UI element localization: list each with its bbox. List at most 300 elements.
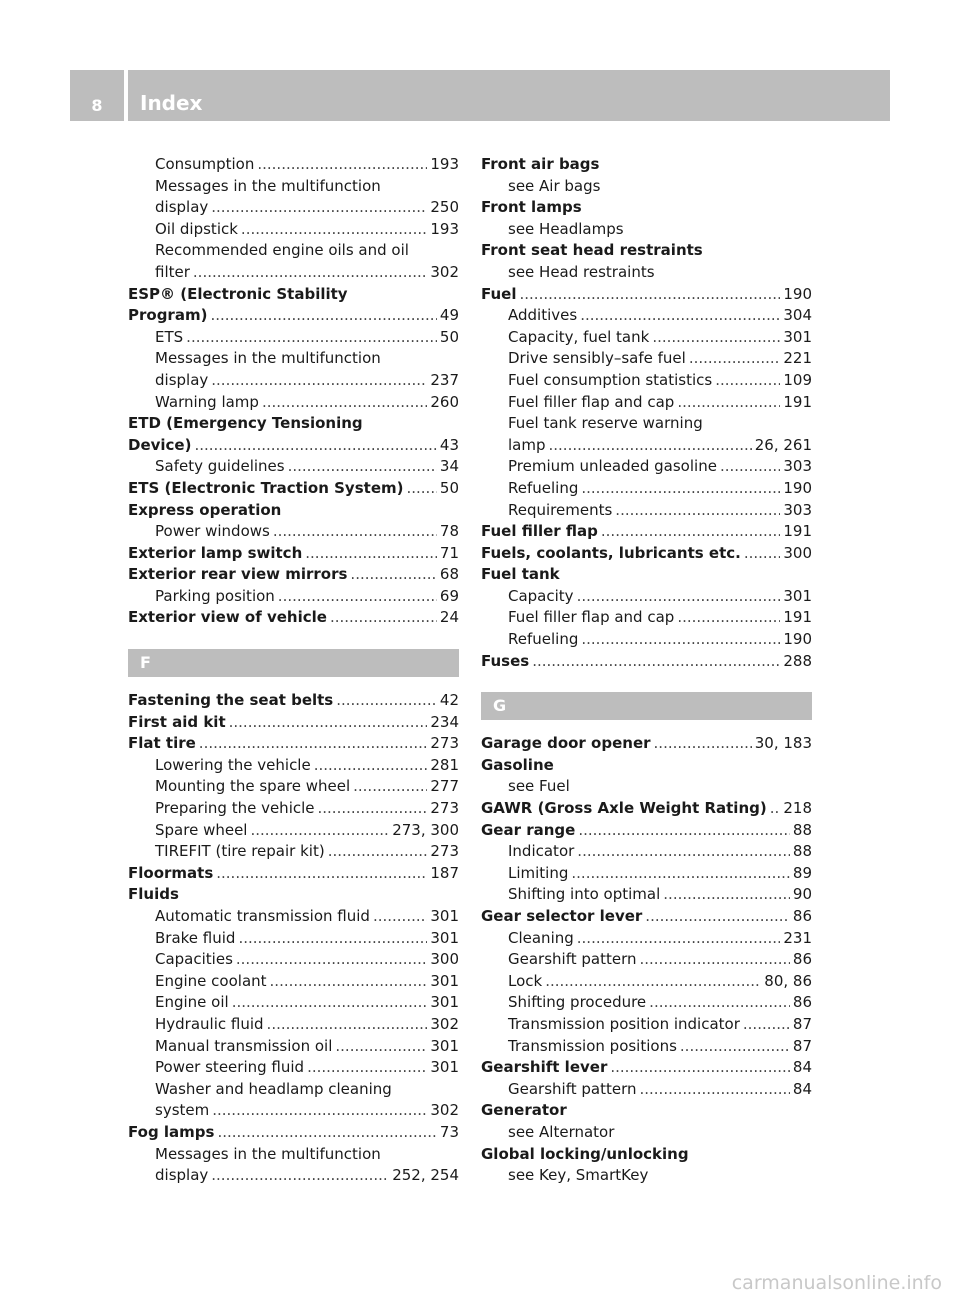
entry-text: Engine oil [155,993,229,1012]
entry-text: Oil dipstick [155,219,238,238]
page-ref[interactable]: 301 [430,928,459,947]
dot-leader [615,500,780,522]
index-subentry [128,586,459,608]
index-subentry [128,798,459,820]
index-entry [481,154,812,176]
page-ref[interactable]: 302 [430,1014,459,1033]
entry-text: Refueling [508,630,579,649]
entry-text: Fuel consumption statistics [508,370,713,389]
entry-text: Preparing the vehicle [155,799,315,818]
entry-text: Front seat head restraints [481,241,703,260]
dot-leader [210,305,436,327]
dot-leader [652,327,780,349]
index-subentry [128,348,459,370]
dot-leader [645,906,790,928]
dot-leader [577,928,781,950]
entry-text: display [155,370,209,389]
page-ref[interactable]: 88 [792,842,812,861]
page-ref[interactable]: 301 [430,1058,459,1077]
dot-leader [216,863,427,885]
page-ref[interactable]: 191 [783,392,812,411]
entry-text: Hydraulic fluid [155,1014,264,1033]
page-ref[interactable]: 237 [430,370,459,389]
index-entry [481,240,812,262]
index-subentry [481,413,812,435]
entry-text: Safety guidelines [155,457,285,476]
dot-leader [270,971,428,993]
entry-text: Messages in the multifunction [155,349,381,368]
dot-leader [250,820,389,842]
index-column-right [481,154,812,1187]
entry-text: GAWR (Gross Axle Weight Rating) [481,799,767,818]
index-subentry [481,863,812,885]
index-subentry [128,755,459,777]
entry-text: Additives [508,306,578,325]
page-ref[interactable]: 68 [439,565,459,584]
entry-text: Cleaning [508,928,574,947]
index-entry [481,820,812,842]
entry-text: Device) [128,435,192,454]
entry-text: Fog lamps [128,1122,215,1141]
page-ref[interactable]: 301 [430,1036,459,1055]
index-entry [481,284,812,306]
index-entry [481,1144,812,1166]
dot-leader [580,305,780,327]
dot-leader [186,327,437,349]
index-entry [128,607,459,629]
dot-leader [257,154,427,176]
index-subentry [128,197,459,219]
page-ref[interactable]: 277 [430,777,459,796]
page-ref[interactable]: 193 [430,155,459,173]
index-subentry [481,949,812,971]
entry-text: Floormats [128,863,214,882]
entry-text: Fuel tank [481,565,560,584]
dot-leader [744,543,781,565]
page-ref[interactable]: 273 [430,842,459,861]
dot-leader [770,798,781,820]
entry-text: Exterior lamp switch [128,543,303,562]
index-subentry [481,305,812,327]
entry-text: Generator [481,1101,567,1120]
index-subentry [128,992,459,1014]
entry-text: Washer and headlamp cleaning [155,1079,392,1098]
index-subentry [128,841,459,863]
dot-leader [211,370,427,392]
page-ref[interactable]: 89 [792,863,812,882]
entry-text: Gearshift pattern [508,950,637,969]
entry-text: Capacity [508,586,574,605]
page-ref[interactable]: 300 [783,543,812,562]
dot-leader [577,586,781,608]
page-ref[interactable]: 303 [783,500,812,519]
index-entry [128,1122,459,1144]
index-entry [481,651,812,673]
dot-leader [520,284,781,306]
index-entry [128,413,459,435]
entry-text: ETS (Electronic Traction System) [128,478,404,497]
index-subentry [128,1079,459,1101]
entry-text: Capacities [155,950,233,969]
entry-text: Fuels, coolants, lubricants etc. [481,543,741,562]
index-subentry [481,262,812,284]
dot-leader [278,586,437,608]
entry-text: Manual transmission oil [155,1036,333,1055]
dot-leader [212,1100,427,1122]
index-entry [128,543,459,565]
page-ref[interactable]: 187 [430,863,459,882]
entry-text: Fuel tank reserve warning [508,414,703,433]
index-entry [128,564,459,586]
entry-text: Power steering fluid [155,1058,305,1077]
entry-text: Fuel filler flap [481,522,598,541]
dot-leader [680,1036,790,1058]
entry-text: Limiting [508,863,569,882]
entry-text: Recommended engine oils and oil [155,241,409,260]
dot-leader [229,712,428,734]
page-number: 8 [91,96,103,115]
entry-text: Messages in the multifunction [155,1144,381,1163]
entry-text: Refueling [508,478,579,497]
page-ref[interactable]: 86 [792,993,812,1012]
page-ref[interactable]: 273 [430,734,459,753]
entry-text: Front lamps [481,198,582,217]
index-subentry [481,500,812,522]
entry-text: Global locking/unlocking [481,1144,689,1163]
page-ref[interactable]: 42 [439,691,459,710]
entry-text: Garage door opener [481,734,651,753]
dot-leader [267,1014,428,1036]
entry-text: see Headlamps [508,219,624,238]
page-ref[interactable]: 218 [783,799,812,818]
dot-leader [273,521,437,543]
entry-text: Gear selector lever [481,907,643,925]
index-subentry [481,1036,812,1058]
dot-leader [330,607,437,629]
index-subentry [481,219,812,241]
entry-text: Warning lamp [155,392,259,411]
page-ref[interactable]: 34 [439,457,459,476]
page-ref[interactable]: 71 [439,543,459,562]
entry-text: Spare wheel [155,820,248,839]
index-subentry [481,607,812,629]
dot-leader [217,1122,436,1144]
entry-text: Express operation [128,500,282,519]
dot-leader [232,992,428,1014]
page-ref[interactable]: 80, 86 [764,971,812,990]
entry-text: Engine coolant [155,971,267,990]
page-ref[interactable]: 190 [783,630,812,649]
page-ref[interactable]: 300 [430,950,459,969]
index-subentry [128,1100,459,1122]
page-ref[interactable]: 84 [792,1058,812,1077]
index-entry [128,690,459,712]
page-ref[interactable]: 30, 183 [754,734,812,753]
dot-leader [581,629,780,651]
page-ref[interactable]: 191 [783,522,812,541]
index-subentry [481,884,812,906]
page-ref[interactable]: 43 [439,435,459,454]
index-subentry [481,586,812,608]
page-ref[interactable]: 302 [430,262,459,281]
dot-leader [194,435,436,457]
dot-leader [211,197,427,219]
dot-leader [578,820,790,842]
page-ref[interactable]: 301 [430,907,459,925]
page-ref[interactable]: 234 [430,712,459,731]
page-ref[interactable]: 250 [430,198,459,217]
page-ref[interactable]: 301 [783,327,812,346]
entry-text: lamp [508,435,546,454]
page-ref[interactable]: 303 [783,457,812,476]
entry-text: see Air bags [508,176,601,195]
page-ref[interactable]: 301 [783,586,812,605]
entry-text: Gasoline [481,755,554,774]
index-subentry [481,176,812,198]
dot-leader [328,841,428,863]
watermark: carmanualsonline.info [731,1272,942,1294]
index-entry [128,712,459,734]
page-ref[interactable]: 86 [792,950,812,969]
entry-text: Front air bags [481,155,600,173]
index-subentry [481,629,812,651]
dot-leader [743,1014,790,1036]
index-entry [481,521,812,543]
index-subentry [128,928,459,950]
page-ref[interactable]: 87 [792,1014,812,1033]
entry-text: Shifting procedure [508,993,647,1012]
entry-text: ETD (Emergency Tensioning [128,414,363,433]
entry-text: see Key, SmartKey [508,1166,649,1185]
entry-text: Exterior view of vehicle [128,608,327,627]
index-entry [481,755,812,777]
page-ref[interactable]: 252, 254 [392,1166,459,1185]
dot-leader [236,949,427,971]
page-ref[interactable]: 50 [439,478,459,497]
page-ref[interactable]: 281 [430,755,459,774]
index-subentry [481,327,812,349]
dot-leader [406,478,436,500]
page-ref[interactable]: 221 [783,349,812,368]
page-ref[interactable]: 191 [783,608,812,627]
page-ref[interactable]: 190 [783,478,812,497]
index-subentry [128,906,459,928]
entry-text: Drive sensibly–safe fuel [508,349,686,368]
dot-leader [639,1079,789,1101]
dot-leader [336,690,437,712]
index-entry [481,906,812,928]
entry-text: Mounting the spare wheel [155,777,351,796]
index-subentry [481,776,812,798]
entry-text: Gear range [481,820,576,839]
page-ref[interactable]: 73 [439,1122,459,1141]
index-subentry [128,1057,459,1079]
entry-text: TIREFIT (tire repair kit) [155,842,325,861]
dot-leader [677,392,780,414]
page-ref[interactable]: 273, 300 [392,820,459,839]
page-ref[interactable]: 302 [430,1101,459,1120]
dot-leader [649,992,790,1014]
page-ref[interactable]: 231 [783,928,812,947]
entry-text: display [155,1166,209,1185]
index-entry [128,884,459,906]
entry-text: Requirements [508,500,613,519]
entry-text: Gearshift lever [481,1058,608,1077]
index-subentry [481,928,812,950]
index-subentry [481,1079,812,1101]
page-ref[interactable]: 304 [783,306,812,325]
page-ref[interactable]: 86 [792,907,812,925]
dot-leader [335,1036,427,1058]
index-subentry [481,1122,812,1144]
page-ref[interactable]: 49 [439,306,459,325]
entry-text: Shifting into optimal [508,885,661,904]
dot-leader [314,755,428,777]
index-subentry [128,176,459,198]
entry-text: display [155,198,209,217]
dot-leader [581,478,780,500]
index-entry [481,543,812,565]
dot-leader [238,928,427,950]
page-ref[interactable]: 260 [430,392,459,411]
entry-text: see Head restraints [508,262,655,281]
index-entry [128,435,459,457]
dot-leader [654,733,752,755]
entry-text: Fuses [481,651,530,670]
index-subentry [128,240,459,262]
entry-text: Consumption [155,155,255,173]
dot-leader [307,1057,427,1079]
entry-text: Power windows [155,522,270,541]
index-entry [481,564,812,586]
page-ref[interactable]: 301 [430,993,459,1012]
entry-text: system [155,1101,210,1120]
entry-text: filter [155,262,190,281]
entry-text: ESP® (Electronic Stability [128,284,348,303]
index-subentry [481,1165,812,1187]
entry-text: Premium unleaded gasoline [508,457,717,476]
page-ref[interactable]: 301 [430,971,459,990]
entry-text: Gearshift pattern [508,1079,637,1098]
dot-leader [305,543,437,565]
index-entry [128,478,459,500]
page-ref[interactable]: 78 [439,522,459,541]
dot-leader [549,435,752,457]
index-entry [481,197,812,219]
index-subentry [481,478,812,500]
dot-leader [350,564,436,586]
index-subentry [481,971,812,993]
index-column-left [128,154,459,1187]
index-entry [481,1057,812,1079]
index-subentry [481,456,812,478]
entry-text: Capacity, fuel tank [508,327,650,346]
index-subentry [481,435,812,457]
index-subentry [128,392,459,414]
index-subentry [481,841,812,863]
dot-leader [262,392,427,414]
dot-leader [601,521,780,543]
index-subentry [128,262,459,284]
page-ref[interactable]: 273 [430,799,459,818]
dot-leader [610,1057,790,1079]
page-ref[interactable]: 193 [430,219,459,238]
index-subentry [128,820,459,842]
dot-leader [677,607,780,629]
index-subentry [128,370,459,392]
index-entry [128,863,459,885]
index-subentry [481,992,812,1014]
index-subentry [128,1165,459,1187]
page-ref[interactable]: 26, 261 [754,435,812,454]
index-subentry [481,370,812,392]
entry-text: Flat tire [128,734,196,753]
dot-leader [715,370,780,392]
index-entry [128,733,459,755]
page-ref[interactable]: 24 [439,608,459,627]
page-ref[interactable]: 50 [439,327,459,346]
index-subentry [128,1144,459,1166]
dot-leader [545,971,761,993]
entry-text: Fluids [128,885,179,904]
dot-leader [288,456,437,478]
index-subentry [128,327,459,349]
letter-heading: F [128,649,459,677]
page-ref[interactable]: 88 [792,820,812,839]
entry-text: Exterior rear view mirrors [128,565,348,584]
dot-leader [532,651,780,673]
entry-text: First aid kit [128,712,226,731]
page-ref[interactable]: 109 [783,370,812,389]
page-ref[interactable]: 84 [792,1079,812,1098]
page-ref[interactable]: 69 [439,586,459,605]
page-ref[interactable]: 87 [792,1036,812,1055]
index-subentry [128,456,459,478]
letter-heading: G [481,692,812,720]
entry-text: Parking position [155,586,275,605]
index-subentry [128,219,459,241]
index-subentry [128,949,459,971]
entry-text: Lock [508,971,543,990]
dot-leader [373,906,427,928]
page-ref[interactable]: 288 [783,651,812,670]
entry-text: see Fuel [508,777,570,796]
index-entry [128,284,459,306]
dot-leader [353,776,427,798]
entry-text: Messages in the multifunction [155,176,381,195]
dot-leader [211,1165,389,1187]
index-subentry [128,971,459,993]
entry-text: Fuel filler flap and cap [508,392,675,411]
entry-text: Program) [128,306,208,325]
index-subentry [128,1014,459,1036]
index-subentry [128,776,459,798]
entry-text: Fastening the seat belts [128,691,334,710]
index-entry [481,798,812,820]
page-ref[interactable]: 90 [792,885,812,904]
entry-text: Indicator [508,842,575,861]
page-ref[interactable]: 190 [783,284,812,303]
header-divider [124,70,128,121]
index-subentry [128,154,459,176]
index-subentry [481,1014,812,1036]
dot-leader [663,884,790,906]
dot-leader [318,798,428,820]
entry-text: Brake fluid [155,928,236,947]
page-title: Index [140,91,203,115]
index-entry [481,733,812,755]
index-entry [481,1100,812,1122]
